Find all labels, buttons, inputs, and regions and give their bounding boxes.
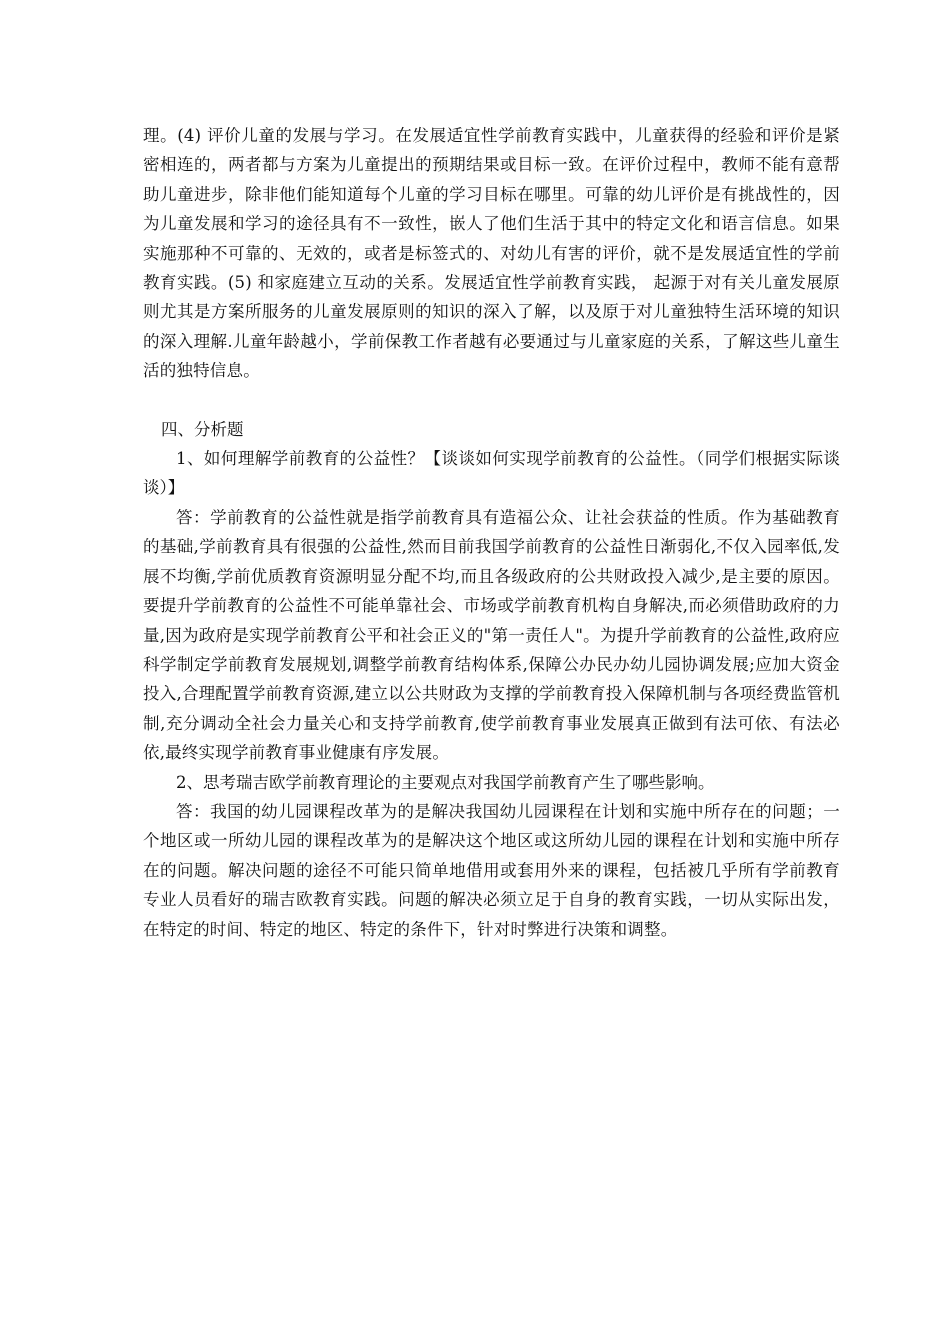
question-1: 1、如何理解学前教育的公益性？【谈谈如何实现学前教育的公益性。（同学们根据实际谈谈）】 [143, 449, 840, 498]
document-page [143, 121, 840, 944]
question-2: 2、思考瑞吉欧学前教育理论的主要观点对我国学前教育产生了哪些影响。 [176, 772, 715, 792]
intro-paragraph: 理。(4) 评价儿童的发展与学习。在发展适宜性学前教育实践中，儿童获得的经验和评价是紧密相连的，两者都与方案为儿童提出的预期结果或目标一致。在评价过程中，教师不能有意帮助儿童进步，除非他们能知道每个儿童的学习目标在哪里。可靠的幼儿评价是有挑战性的，因为儿童发展和学习的途径具有不一致性，嵌人了他们生活于其中的特定文化和语言信息。如果实施那种不可靠的、无效的，或者是标签式的、对幼儿有害的评价，就不是发展适宜性的学前教育实践。(5) 和家庭建立互动的关系。发展适宜性学前教育实践， 起源于对有关儿童发展原则尤其是方案所服务的儿童发展原则的知识的深入了解，以及原于对儿童独特生活环境的知识的深入理解.儿童年龄越小，学前保教工作者越有必要通过与儿童家庭的关系，了解这些儿童生活的独特信息。 [143, 126, 840, 381]
answer-1: 答：学前教育的公益性就是指学前教育具有造福公众、让社会获益的性质。作为基础教育的基础,学前教育具有很强的公益性,然而目前我国学前教育的公益性日渐弱化,不仅入园率低,发展不均衡,学前优质教育资源明显分配不均,而且各级政府的公共财政投入减少,是主要的原因。要提升学前教育的公益性不可能单靠社会、市场或学前教育机构自身解决,而必须借助政府的力量,因为政府是实现学前教育公平和社会正义的"第一责任人"。为提升学前教育的公益性,政府应科学制定学前教育发展规划,调整学前教育结构体系,保障公办民办幼儿园协调发展;应加大资金投入,合理配置学前教育资源,建立以公共财政为支撑的学前教育投入保障机制与各项经费监管机制,充分调动全社会力量关心和支持学前教育,使学前教育事业发展真正做到有法可依、有法必依,最终实现学前教育事业健康有序发展。 [143, 507, 840, 763]
section-heading: 四、分析题 [161, 419, 244, 439]
answer-2: 答：我国的幼儿园课程改革为的是解决我国幼儿园课程在计划和实施中所存在的问题；一个地区或一所幼儿园的课程改革为的是解决这个地区或这所幼儿园的课程在计划和实施中所存在的问题。解决问题的途径不可能只简单地借用或套用外来的课程，包括被几乎所有学前教育专业人员看好的瑞吉欧教育实践。问题的解决必须立足于自身的教育实践，一切从实际出发，在特定的时间、特定的地区、特定的条件下，针对时弊进行决策和调整。 [143, 801, 840, 939]
